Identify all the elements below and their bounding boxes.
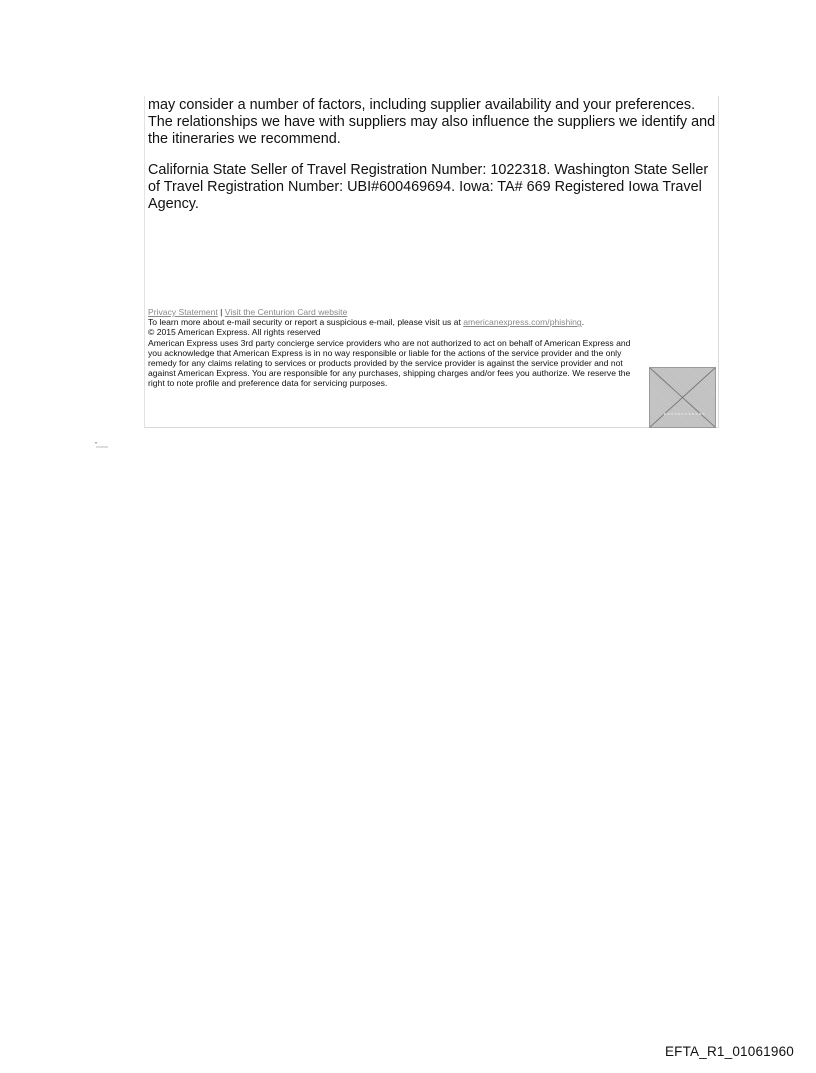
legal-text: American Express uses 3rd party concierge service providers who are not authorized to act on behalf of American Express and you acknowledge that American Express is in no way responsible or liable for the actions of the service provider and the only remedy for any claims relating to services or products provided by the service provider is against the service provider and not against American Express. You are responsible for any purchases, shipping charges and/or fees you authorize. We reserve the right to note profile and preference data for servicing purposes. [148,337,631,389]
email-content-panel [144,96,719,428]
registration-paragraph: California State Seller of Travel Registration Number: 1022318. Washington State Seller of Travel Registration Number: UBI#600469694. Iowa: TA# 669 Registered Iowa Travel Agency. [148,162,709,212]
footer-links [148,307,714,317]
stray-mark-icon [95,441,109,449]
privacy-statement-link[interactable]: Privacy Statement [148,307,218,317]
supplier-paragraph: may consider a number of factors, including supplier availability and your preferences. The relationships we have with suppliers may also influence the suppliers we identify and the itineraries we recommend. [148,97,716,147]
link-separator: | [220,307,223,317]
bates-number: EFTA_R1_01061960 [664,1044,794,1059]
security-text-end: . [581,317,585,328]
copyright-line: © 2015 American Express. All rights reserved [148,327,321,338]
image-placeholder-cross [650,368,715,427]
broken-image-icon [649,367,716,428]
security-text: To learn more about e-mail security or report a suspicious e-mail, please visit us at [148,317,464,328]
email-footer [148,307,714,389]
security-line [148,317,714,327]
phishing-link[interactable]: americanexpress.com/phishing [463,317,582,328]
centurion-card-link[interactable]: Visit the Centurion Card website [224,307,348,317]
legal-block [148,338,714,389]
